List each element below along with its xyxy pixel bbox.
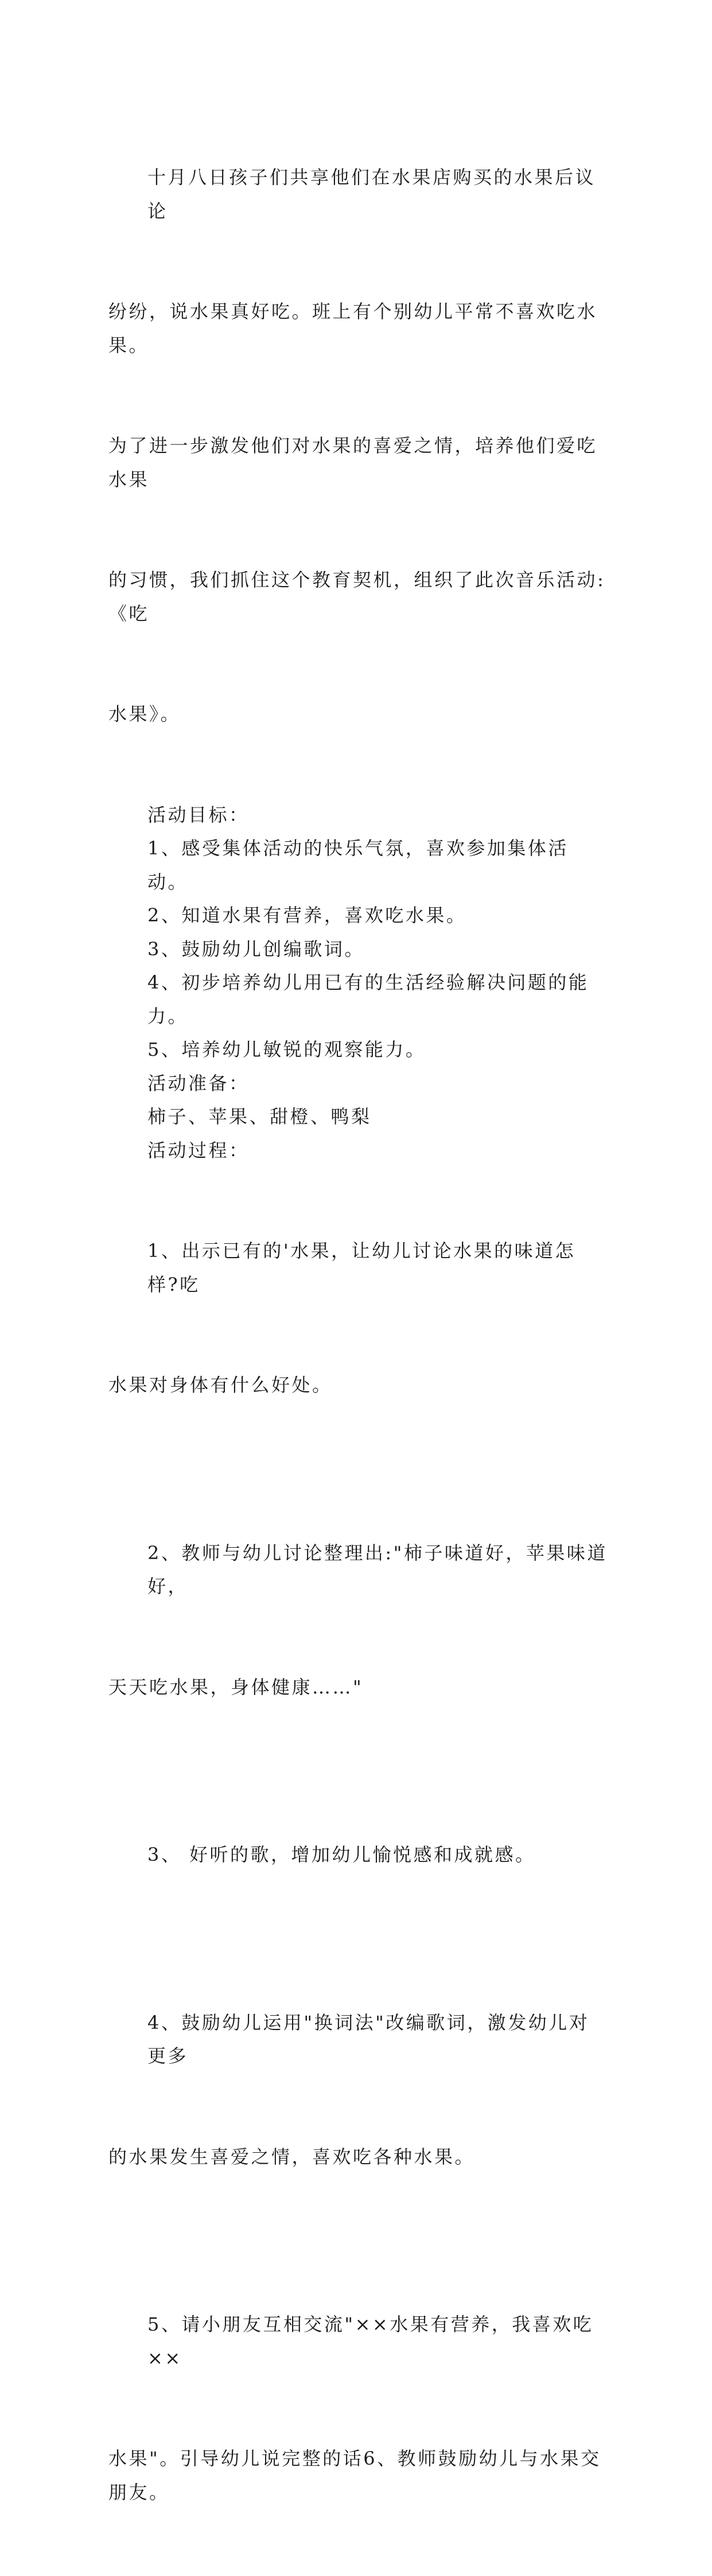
text-line: 4、鼓励幼儿运用"换词法"改编歌词，激发幼儿对更多: [147, 2011, 590, 2067]
process-step: [108, 2241, 608, 2576]
process-step: [108, 1469, 608, 1771]
text-line: 水果对身体有什么好处。: [108, 1374, 333, 1396]
goal-item: 2、知道水果有营养，喜欢吃水果。: [147, 904, 467, 926]
text-line: 3、 好听的歌，增加幼儿愉悦感和成就感。: [147, 1844, 536, 1865]
text-line: 的水果发生喜爱之情，喜欢吃各种水果。: [108, 2145, 476, 2168]
text-line: 1、出示已有的'水果，让幼儿讨论水果的味道怎样?吃: [147, 1240, 576, 1295]
document-body: [108, 93, 608, 2576]
process-heading: 活动过程：: [147, 1139, 250, 1161]
prep-items: 柿子、苹果、甜橙、鸭梨: [147, 1106, 372, 1127]
text-line: 水果》。: [108, 703, 181, 725]
text-line: 纷纷，说水果真好吃。班上有个别幼儿平常不喜欢吃水果。: [108, 300, 598, 356]
intro-paragraph: [108, 93, 608, 798]
goal-item: 3、鼓励幼儿创编歌词。: [147, 938, 365, 960]
process-step: [108, 1939, 608, 2241]
text-line: 2、教师与幼儿讨论整理出:"柿子味道好，苹果味道好，: [147, 1541, 608, 1597]
text-line: 5、请小朋友互相交流"××水果有营养，我喜欢吃××: [147, 2313, 594, 2369]
text-line: 的习惯，我们抓住这个教育契机，组织了此次音乐活动:《吃: [108, 569, 606, 625]
goal-item: 1、感受集体活动的快乐气氛，喜欢参加集体活动。: [147, 837, 569, 893]
goals-heading: 活动目标：: [147, 803, 250, 826]
text-line: 水果"。引导幼儿说完整的话6、教师鼓励幼儿与水果交朋友。: [108, 2448, 601, 2503]
text-line: 十月八日孩子们共享他们在水果店购买的水果后议论: [147, 166, 596, 222]
goal-item: 4、初步培养幼儿用已有的生活经验解决问题的能力。: [147, 971, 589, 1027]
text-line: 为了进一步激发他们对水果的喜爱之情，培养他们爱吃水果: [108, 435, 598, 490]
process-step: [108, 1167, 608, 1469]
text-line: 天天吃水果，身体健康……": [108, 1676, 364, 1698]
goal-item: 5、培养幼儿敏锐的观察能力。: [147, 1039, 426, 1060]
prep-heading: 活动准备：: [147, 1072, 250, 1094]
process-step: [108, 1771, 608, 1939]
